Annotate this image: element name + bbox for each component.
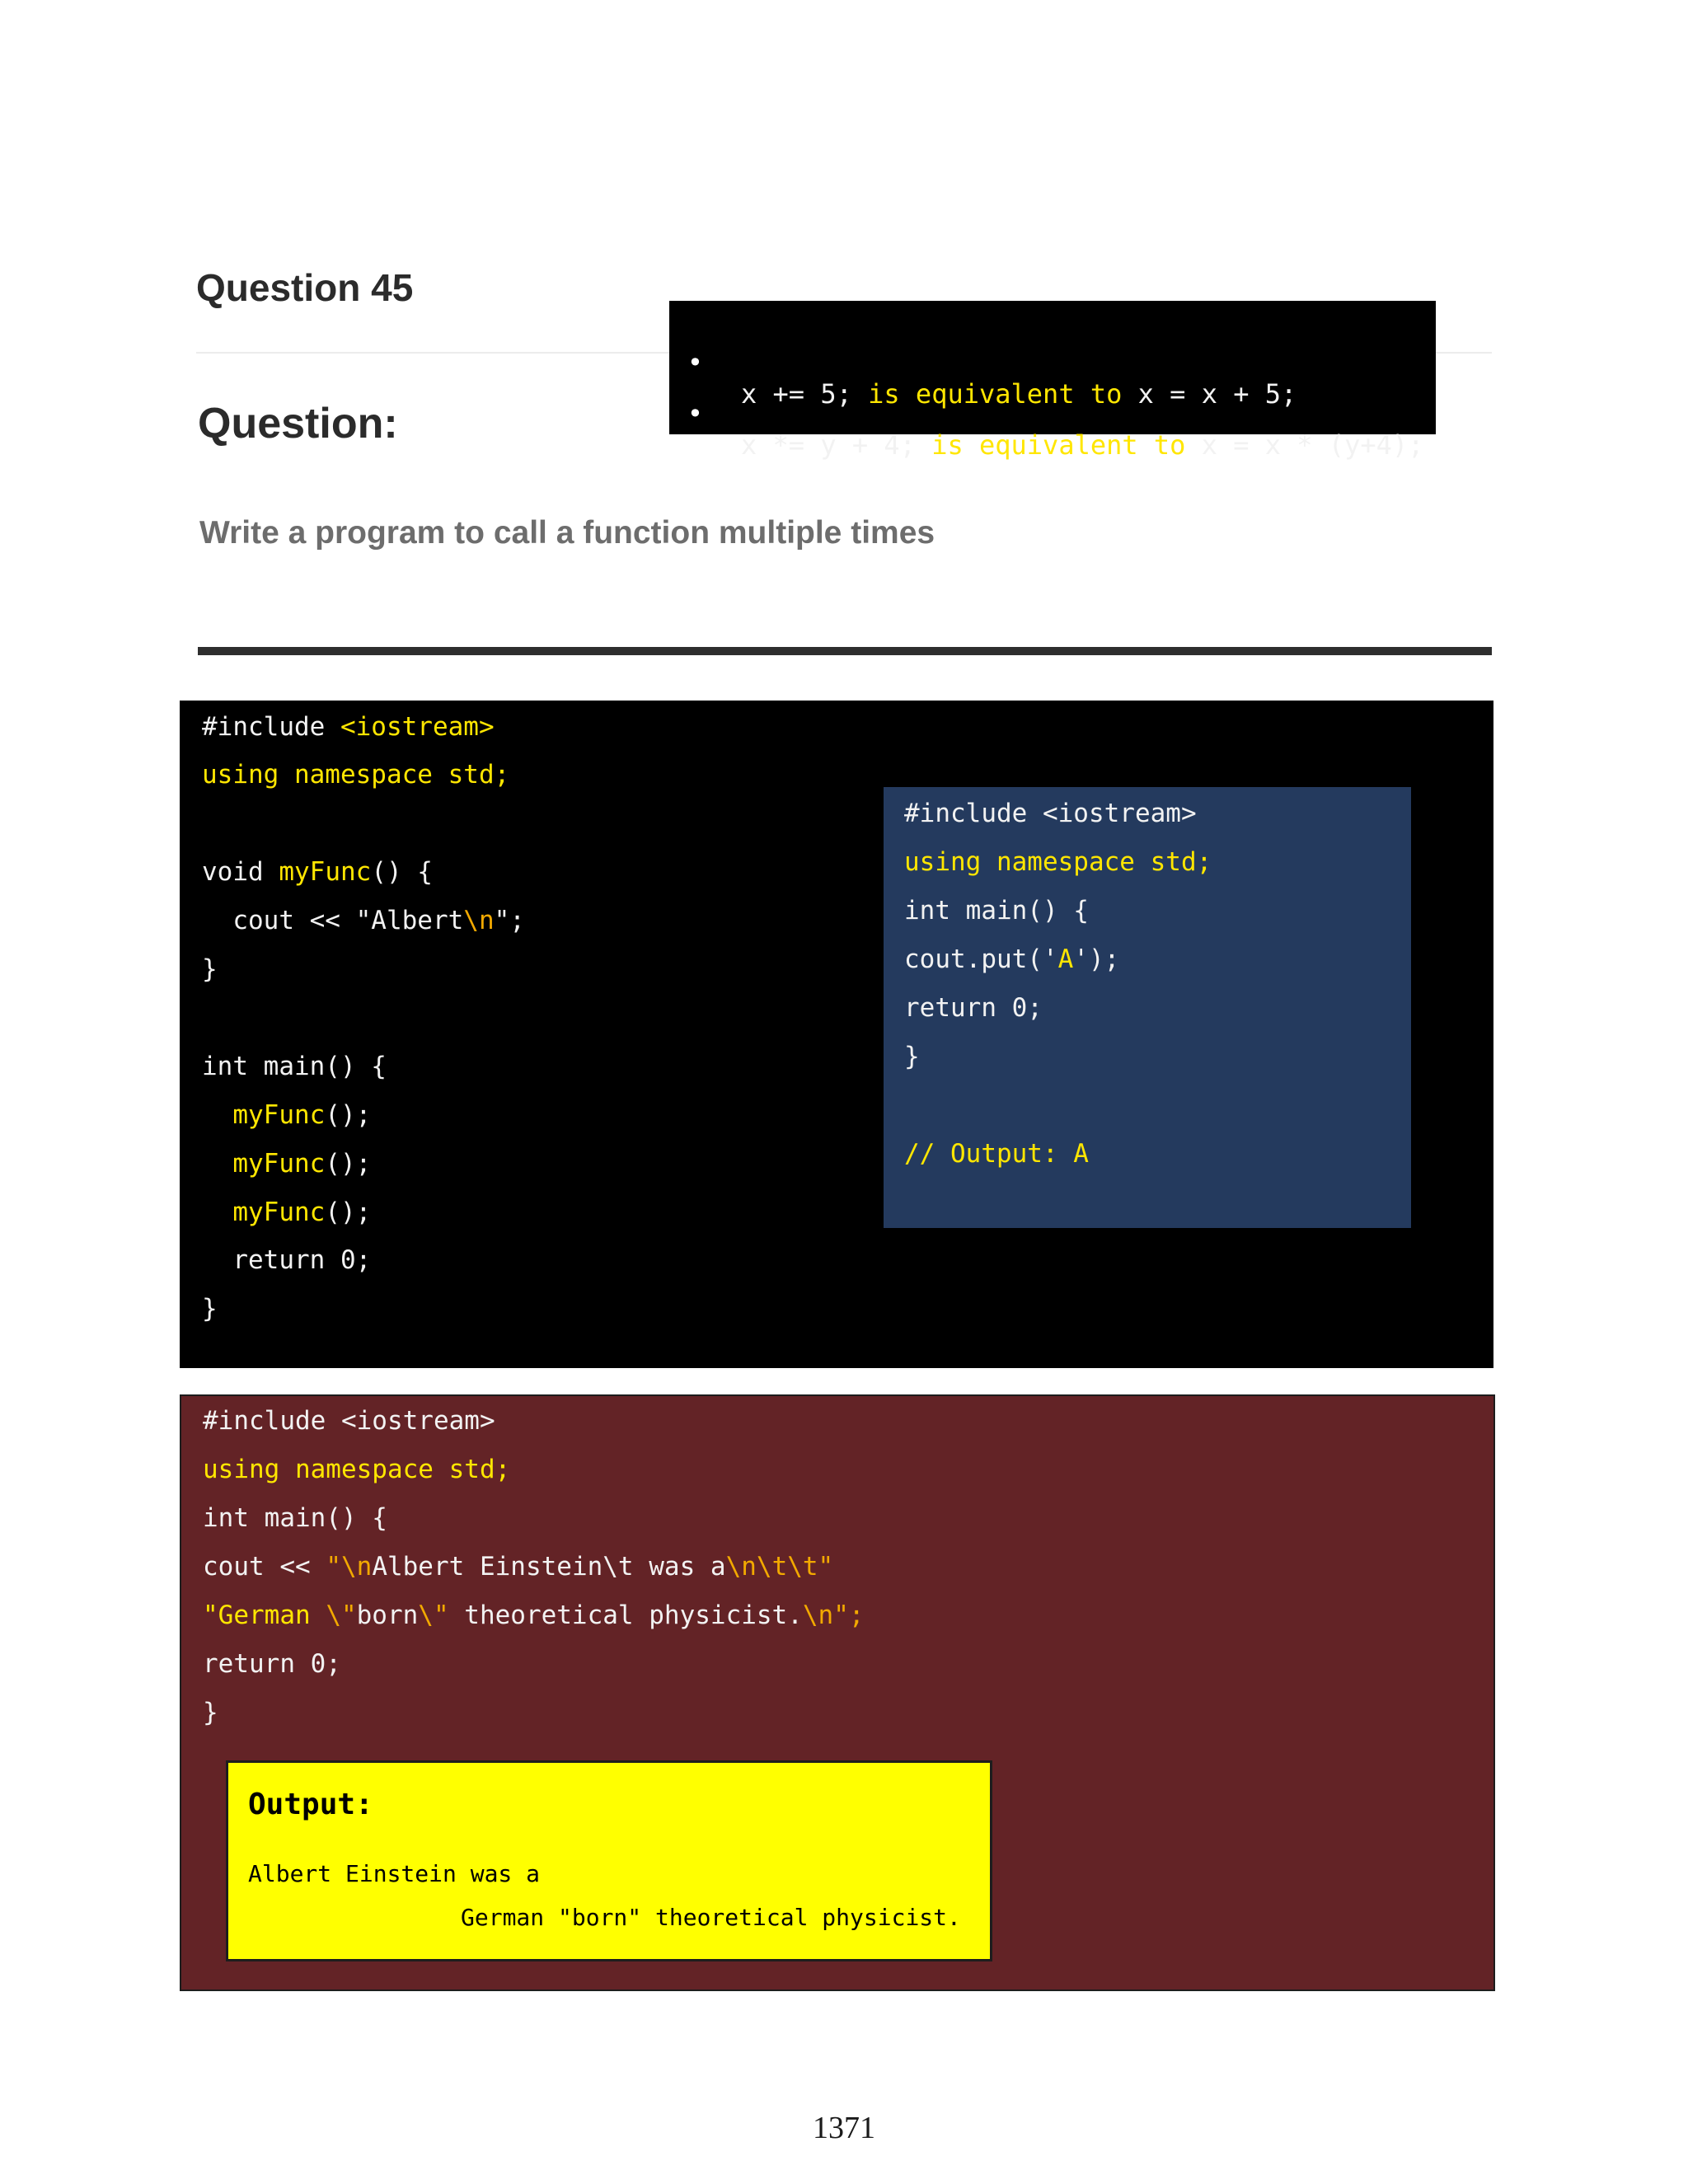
code-line: } — [202, 954, 218, 984]
tip-text: is equivalent to — [868, 378, 1123, 410]
code-line: cout << "\nAlbert Einstein\t was a\n\t\t" — [203, 1552, 834, 1582]
maroon-code-block — [180, 1394, 1495, 1991]
tip-code: x += 5; — [741, 378, 869, 410]
code-comment: // Output: A — [904, 1139, 1089, 1169]
page-number: 1371 — [813, 2111, 875, 2145]
tip-code: x = x + 5; — [1122, 378, 1297, 410]
code-line: int main() { — [202, 1052, 387, 1081]
code-line: #include <iostream> — [203, 1406, 495, 1436]
code-line: } — [202, 1294, 218, 1324]
output-box — [226, 1760, 992, 1961]
output-title: Output: — [248, 1788, 373, 1821]
side-code-block — [884, 787, 1411, 1228]
code-line: } — [203, 1698, 218, 1727]
code-line: "German \"born\" theoretical physicist.\n"; — [203, 1601, 865, 1630]
bullet-icon: • — [687, 398, 703, 429]
tip-code: x = x * (y+4); — [1185, 429, 1424, 461]
code-line: myFunc(); — [232, 1197, 372, 1227]
code-line: #include <iostream> — [202, 712, 495, 742]
code-line: using namespace std; — [203, 1455, 511, 1484]
tip-code: x *= y + 4; — [741, 429, 932, 461]
tip-text: is equivalent to — [931, 429, 1186, 461]
code-line: return 0; — [904, 993, 1043, 1023]
code-line: return 0; — [203, 1649, 341, 1679]
code-line: cout << "Albert\n"; — [202, 906, 525, 935]
code-line: int main() { — [904, 896, 1089, 926]
code-line: cout.put('A'); — [904, 944, 1120, 974]
output-line-2: German "born" theoretical physicist. — [461, 1904, 961, 1931]
bullet-icon: • — [687, 347, 703, 378]
thick-divider — [198, 647, 1492, 655]
code-line: #include <iostream> — [904, 799, 1197, 828]
question-number-heading: Question 45 — [196, 266, 414, 309]
operator-tip-box — [669, 301, 1436, 461]
code-line: myFunc(); — [232, 1100, 372, 1130]
code-line: } — [904, 1042, 920, 1071]
question-text: Write a program to call a function multiple times — [199, 515, 935, 551]
code-line: void myFunc() { — [202, 857, 433, 887]
output-line-1: Albert Einstein was a — [248, 1860, 541, 1887]
code-line: using namespace std; — [904, 847, 1212, 877]
code-line: using namespace std; — [202, 760, 510, 790]
code-line: int main() { — [203, 1503, 387, 1533]
question-label: Question: — [198, 400, 398, 448]
code-line: myFunc(); — [232, 1149, 372, 1179]
code-line: return 0; — [202, 1245, 372, 1275]
